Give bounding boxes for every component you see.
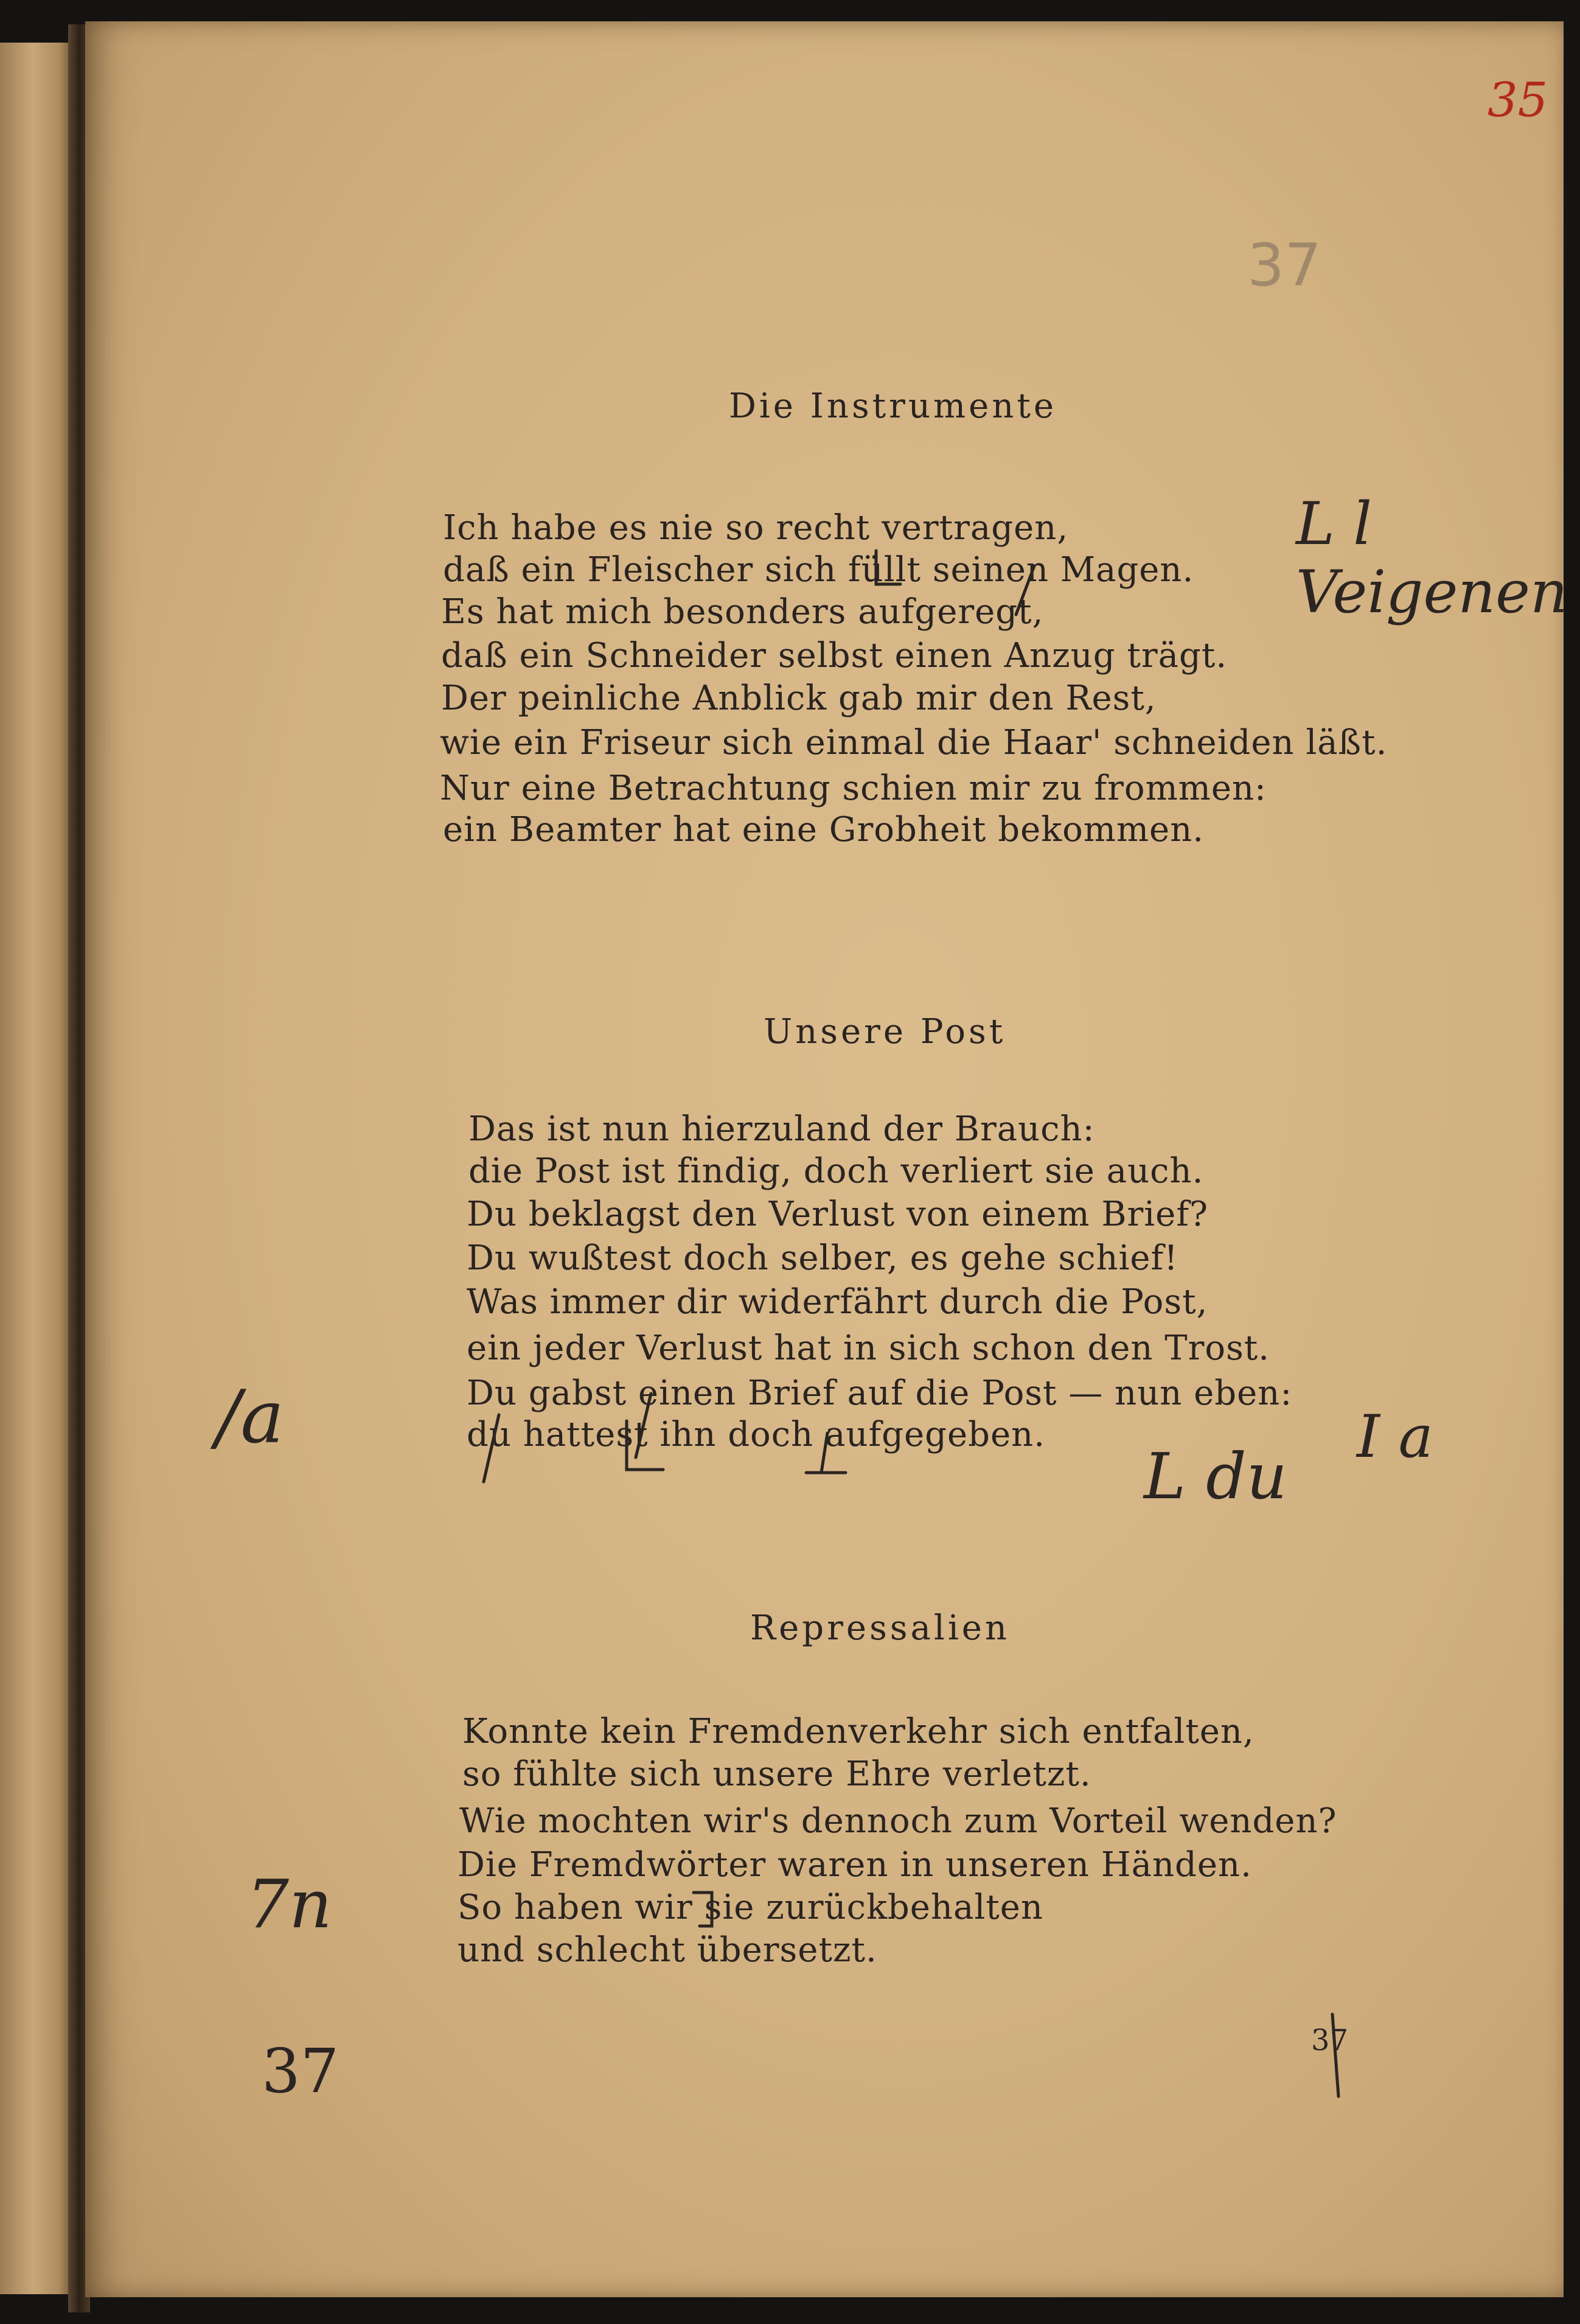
poem-line: daß ein Fleischer sich füllt seinen Magen. bbox=[443, 550, 1194, 590]
book-page bbox=[85, 21, 1568, 2297]
poem-title: Unsere Post bbox=[764, 1012, 1006, 1052]
poem-line: daß ein Schneider selbst einen Anzug trägt. bbox=[441, 636, 1228, 675]
poem-title: Die Instrumente bbox=[729, 386, 1057, 426]
poem-line: So haben wir sie zurückbehalten bbox=[458, 1888, 1043, 1927]
poem-title: Repressalien bbox=[750, 1608, 1010, 1648]
poem-line: Ich habe es nie so recht vertragen, bbox=[443, 508, 1069, 548]
handwritten-correction: L du bbox=[1144, 1439, 1287, 1513]
poem-line: Es hat mich besonders aufgeregt, bbox=[441, 592, 1044, 632]
poem-line: ein jeder Verlust hat in sich schon den Trost. bbox=[467, 1328, 1270, 1368]
handwritten-correction: 7n bbox=[246, 1865, 332, 1943]
poem-line: ein Beamter hat eine Grobheit bekommen. bbox=[443, 810, 1205, 850]
poem-line: Du wußtest doch selber, es gehe schief! bbox=[467, 1238, 1178, 1278]
poem-line: Nur eine Betrachtung schien mir zu frommen: bbox=[440, 769, 1267, 808]
poem-line: Du gabst einen Brief auf die Post — nun eben: bbox=[467, 1373, 1293, 1413]
poem-line: und schlecht übersetzt. bbox=[458, 1930, 877, 1970]
poem-line: Konnte kein Fremdenverkehr sich entfalten, bbox=[462, 1712, 1255, 1751]
handwritten-correction: L l Veigenen bbox=[1296, 490, 1568, 626]
handwritten-correction: /a bbox=[216, 1375, 284, 1460]
facing-page-edge bbox=[0, 43, 73, 2294]
page-number: 35 bbox=[1488, 73, 1548, 128]
handwritten-correction: I a bbox=[1357, 1403, 1433, 1471]
printed-page-number: 37 bbox=[1311, 2023, 1349, 2057]
poem-line: so fühlte sich unsere Ehre verletzt. bbox=[462, 1754, 1091, 1794]
poem-line: die Post ist findig, doch verliert sie auch. bbox=[468, 1151, 1204, 1191]
poem-line: Wie mochten wir's dennoch zum Vorteil wenden? bbox=[459, 1801, 1337, 1841]
handwritten-number: 37 bbox=[262, 2036, 339, 2107]
poem-line: Du beklagst den Verlust von einem Brief? bbox=[467, 1195, 1209, 1234]
poem-line: Das ist nun hierzuland der Brauch: bbox=[468, 1109, 1095, 1149]
poem-line: wie ein Friseur sich einmal die Haar' schneiden läßt. bbox=[440, 723, 1388, 762]
poem-line: Was immer dir widerfährt durch die Post, bbox=[467, 1282, 1208, 1322]
poem-line: du hattest ihn doch aufgegeben. bbox=[467, 1415, 1046, 1454]
poem-line: Die Fremdwörter waren in unseren Händen. bbox=[458, 1845, 1252, 1885]
poem-line: Der peinliche Anblick gab mir den Rest, bbox=[441, 679, 1157, 718]
pencil-number: 37 bbox=[1247, 231, 1322, 299]
